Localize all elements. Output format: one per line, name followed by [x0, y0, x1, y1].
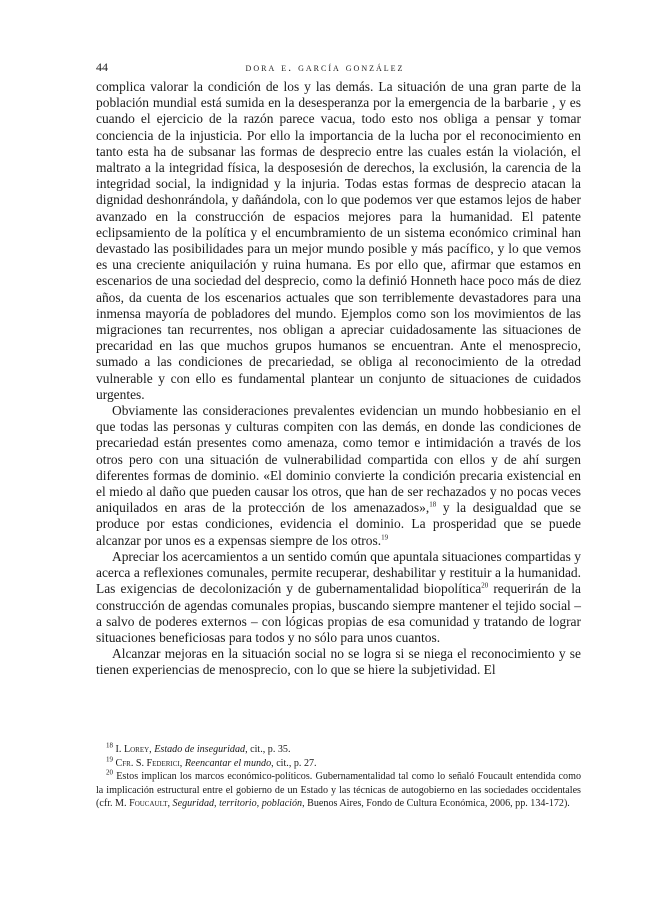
- footnote-19: $^{19}$ Cfr. S. Federici, Reencantar el mundo, cit., p. 27.: [106, 755, 317, 769]
- footnote-ref-18[interactable]: 18: [429, 500, 437, 509]
- running-title: dora e. garcía gonzález: [245, 60, 405, 74]
- paragraph-3: Apreciar los acercamientos a un sentido común que apuntala situaciones compartidas y acerca a reflexiones comunales, permite recuperar, deshabilitar y restituir a la humanidad. Las exigencias de decolonización y de gubernamentalidad biopolítica$^{20}$ requerirán de la construcción de agendas comunales propias, buscando siempre mantener el tejido social – a salvo de poderes externos – con lógicas propias de esa comunidad y tratando de lograr situaciones beneficiosas para todos y no sólo para unos cuantos.: [96, 548, 581, 645]
- paragraph-2: Obviamente las consideraciones prevalentes evidencian un mundo hobbesianio en el que todas las personas y culturas compiten con las demás, en donde las condiciones de precariedad están presentes como amenaza, como temor e intimidación a través de los otros pero con una situación de vulnerabilidad compartida con ellos y de ahí surgen diferentes formas de dominio. «El dominio convierte la condición precaria existencial en el miedo al daño que pueden causar los otros, que han de ser rechazados y no pocas veces aniquilados en aras de la protección de los amenazados»,$^{18}$ y la desigualdad que se produce por estas condiciones, evidencia el dominio. La prosperidad que se puede alcanzar por unos es a expensas siempre de los otros.$^{19}$: [96, 403, 581, 548]
- footnote-ref-19[interactable]: 19: [381, 533, 389, 542]
- page-number: 44: [96, 60, 108, 74]
- footnote-20: $^{20}$ Estos implican los marcos económico-políticos. Gubernamentalidad tal como lo señaló Foucault entendida como la implicación estructural entre el gobierno de un Estado y las técnicas de autogobierno en las sociedades occidentales (cfr. M. Foucault, Seguridad, territorio, población, Buenos Aires, Fondo de Cultura Económica, 2006, pp. 134-172).: [96, 768, 581, 809]
- footnotes: [96, 743, 581, 811]
- footnote-ref-20[interactable]: 20: [481, 581, 489, 590]
- body-text: [96, 79, 581, 679]
- paragraph-4: Alcanzar mejoras en la situación social no se logra si se niega el reconocimiento y se tienen experiencias de menosprecio, con lo que se hiere la subjetividad. El: [96, 646, 581, 678]
- paragraph-1: complica valorar la condición de los y las demás. La situación de una gran parte de la población mundial está sumida en la desesperanza por la emergencia de la barbarie , y es cuando el ejercicio de la razón parece vacua, todo esto nos obliga a pensar y tomar conciencia de la injusticia. Por ello la importancia de la lucha por el reconocimiento en tanto esta ha de subsanar las formas de desprecio entre las cuales están la violación, el maltrato a la integridad física, la desposesión de derechos, la exclusión, la carencia de la integridad social, la indignidad y la injuria. Todas estas formas de desprecio atacan la dignidad deshonrándola, y dañándola, con lo que podemos ver que estamos lejos de haber avanzado en la construcción de espacios mejores para la humanidad. El patente eclipsamiento de la política y el encumbramiento de un sistema económico criminal han devastado las posibilidades para un mejor mundo posible y más pacífico, y lo que vemos es una creciente aniquilación y ruina humana. Es por ello que, afirmar que estamos en escenarios de una sociedad del desprecio, como la definió Honneth hace poco más de diez años, da cuenta de los escenarios actuales que son terriblemente devastadores para una inmensa mayoría de pobladores del mundo. Ejemplos como son los movimientos de las migraciones tan recurrentes, nos obligan a apreciar cuidadosamente las situaciones de precaridad en las que muchos grupos humanos se encuentran. Ante el menosprecio, sumado a las condiciones de precariedad, se obliga al reconocimiento de la otredad vulnerable y con ello es fundamental plantear un conjunto de situaciones de cuidados urgentes.: [96, 79, 581, 402]
- footnote-18: $^{18}$ I. Lorey, Estado de inseguridad, cit., p. 35.: [106, 741, 291, 755]
- running-header: [96, 60, 554, 78]
